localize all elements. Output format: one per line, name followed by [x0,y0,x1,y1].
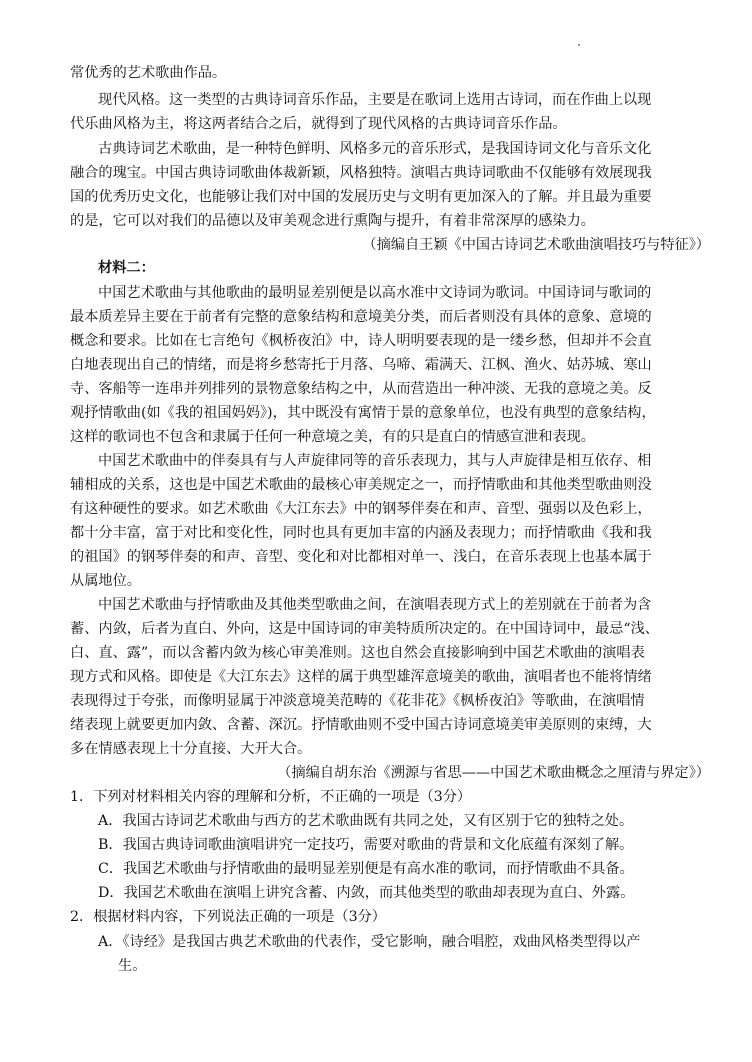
source-citation: （摘编自胡东治《溯源与省思——中国艺术歌曲概念之厘清与界定》） [277,765,710,781]
paragraph-line: 表现得过于夸张，而像明显属于冲淡意境美范畴的《花非花》《枫桥夜泊》等歌曲，在演唱情 [70,693,645,709]
paragraph-line: 这样的歌词也不包含和隶属于任何一种意境之美，有的只是直白的情感宣泄和表现。 [70,429,595,445]
paragraph-line: 从属地位。 [70,573,141,589]
paragraph-line: 的是，它可以对我们的品德以及审美观念进行熏陶与提升，有着非常深厚的感染力。 [70,213,595,229]
question-2-option-a-continuation: 生。 [118,958,147,974]
paragraph-line: 概念和要求。比如在七言绝句《枫桥夜泊》中，诗人明明要表现的是一缕乡愁，但却并不会直 [70,333,652,349]
paragraph-line: 绪表现上就要更加内敛、含蓄、深沉。抒情歌曲则不受中国古诗词意境美审美原则的束缚，大 [70,717,652,733]
page-speck [578,44,580,46]
paragraph-line: 白地表现出自己的情绪，而是将乡愁寄托于月落、乌啼、霜满天、江枫、渔火、姑苏城、寒山 [70,357,652,373]
paragraph-line: 白、直、露”，而以含蓄内敛为核心审美准则。这也自然会直接影响到中国艺术歌曲的演唱表 [70,645,645,661]
question-1-option-a: A．我国古诗词艺术歌曲与西方的艺术歌曲既有共同之处，又有区别于它的独特之处。 [98,813,634,829]
paragraph-line: 常优秀的艺术歌曲作品。 [70,65,227,81]
question-2-option-a: A．《诗经》是我国古典艺术歌曲的代表作，受它影响，融合唱腔，戏曲风格类型得以产 [98,934,641,950]
paragraph-line: 中国艺术歌曲与抒情歌曲及其他类型歌曲之间，在演唱表现方式上的差别就在于前者为含 [98,597,652,613]
paragraph-line: 现方式和风格。即使是《大江东去》这样的属于典型雄浑意境美的歌曲，演唱者也不能将情绪 [70,669,652,685]
section-heading: 材料二： [98,260,155,276]
paragraph-line: 观抒情歌曲(如《我的祖国妈妈》)，其中既没有寓情于景的意象单位，也没有典型的意象结构， [70,405,656,421]
paragraph-line: 都十分丰富，富于对比和变化性，同时也具有更加丰富的内涵及表现力；而抒情歌曲《我和我 [70,525,652,541]
source-citation: （摘编自王颖《中国古诗词艺术歌曲演唱技巧与特征》） [362,237,710,253]
paragraph-line: 最本质差异主要在于前者有完整的意象结构和意境美分类，而后者则没有具体的意象、意境的 [70,309,652,325]
paragraph-line: 融合的瑰宝。中国古典诗词歌曲体裁新颖，风格独特。演唱古典诗词歌曲不仅能够有效展现我 [70,165,652,181]
paragraph-line: 国的优秀历史文化，也能够让我们对中国的发展历史与文明有更加深入的了解。并且最为重要 [70,189,652,205]
question-1-option-d: D．我国艺术歌曲在演唱上讲究含蓄、内敛，而其他类型的歌曲却表现为直白、外露。 [98,885,635,901]
question-1-option-b: B．我国古典诗词歌曲演唱讲究一定技巧，需要对歌曲的背景和文化底蕴有深刻了解。 [98,837,634,853]
question-1-option-c: C．我国艺术歌曲与抒情歌曲的最明显差别便是有高水准的歌词，而抒情歌曲不具备。 [98,861,634,877]
paragraph-line: 有这种硬性的要求。如艺术歌曲《大江东去》中的钢琴伴奏在和声、音型、强弱以及色彩上， [70,501,652,517]
paragraph-line: 寺、客船等一连串并列排列的景物意象结构之中，从而营造出一种冲淡、无我的意境之美。反 [70,381,652,397]
question-2-stem: 2．根据材料内容，下列说法正确的一项是（3分） [70,909,386,925]
paragraph-line: 的祖国》的钢琴伴奏的和声、音型、变化和对比都相对单一、浅白，在音乐表现上也基本属于 [70,549,652,565]
paragraph-line: 中国艺术歌曲中的伴奏具有与人声旋律同等的音乐表现力，其与人声旋律是相互依存、相 [98,453,652,469]
paragraph-line: 蓄、内敛，后者为直白、外向，这是中国诗词的审美特质所决定的。在中国诗词中，最忌“浅、 [70,621,659,637]
paragraph-line: 辅相成的关系，这也是中国艺术歌曲的最核心审美规定之一，而抒情歌曲和其他类型歌曲则没 [70,477,652,493]
paragraph-line: 现代风格。这一类型的古典诗词音乐作品，主要是在歌词上选用古诗词，而在作曲上以现 [98,92,652,108]
paragraph-line: 代乐曲风格为主，将这两者结合之后，就得到了现代风格的古典诗词音乐作品。 [70,116,567,132]
paragraph-line: 古典诗词艺术歌曲，是一种特色鲜明、风格多元的音乐形式，是我国诗词文化与音乐文化 [98,141,652,157]
paragraph-line: 中国艺术歌曲与其他歌曲的最明显差别便是以高水准中文诗词为歌词。中国诗词与歌词的 [98,285,652,301]
paragraph-line: 多在情感表现上十分直接、大开大合。 [70,741,312,757]
question-1-stem: 1．下列对材料相关内容的理解和分析，不正确的一项是（3分） [70,789,472,805]
